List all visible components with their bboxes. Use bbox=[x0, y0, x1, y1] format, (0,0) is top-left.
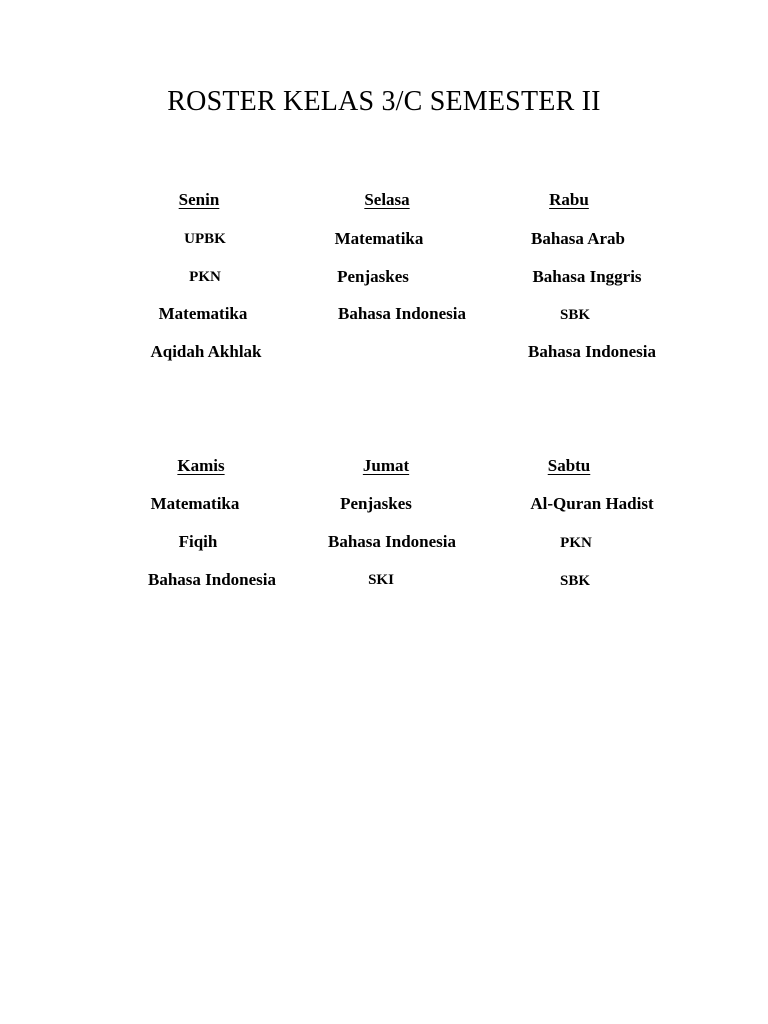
day-header-kamis: Kamis bbox=[177, 456, 225, 475]
subject-rabu-1: Bahasa Arab bbox=[531, 229, 625, 248]
subject-kamis-3: Bahasa Indonesia bbox=[147, 570, 277, 589]
subject-jumat-2: Bahasa Indonesia bbox=[327, 532, 457, 551]
subject-rabu-4: Bahasa Indonesia bbox=[527, 342, 657, 361]
subject-jumat-1: Penjaskes bbox=[340, 494, 412, 513]
subject-sabtu-2: PKN bbox=[560, 535, 592, 551]
subject-sabtu-3: SBK bbox=[559, 573, 591, 589]
subject-jumat-3: SKI bbox=[368, 572, 394, 588]
subject-sabtu-1: Al-Quran Hadist bbox=[530, 494, 654, 513]
subject-rabu-3: SBK bbox=[559, 307, 591, 323]
subject-senin-4: Aqidah Akhlak bbox=[150, 342, 262, 361]
subject-kamis-1: Matematika bbox=[150, 494, 240, 513]
subject-selasa-1: Matematika bbox=[334, 229, 424, 248]
day-header-senin: Senin bbox=[178, 190, 220, 209]
subject-senin-1: UPBK bbox=[184, 231, 226, 247]
day-header-sabtu: Sabtu bbox=[547, 456, 591, 475]
subject-kamis-2: Fiqih bbox=[178, 532, 218, 551]
day-header-selasa: Selasa bbox=[364, 190, 410, 209]
day-header-rabu: Rabu bbox=[549, 190, 589, 209]
subject-rabu-2: Bahasa Inggris bbox=[532, 267, 642, 286]
subject-senin-3: Matematika bbox=[158, 304, 248, 323]
subject-selasa-2: Penjaskes bbox=[337, 267, 409, 286]
subject-senin-2: PKN bbox=[189, 269, 221, 285]
day-header-jumat: Jumat bbox=[362, 456, 410, 475]
subject-selasa-3: Bahasa Indonesia bbox=[337, 304, 467, 323]
page-title: ROSTER KELAS 3/C SEMESTER II bbox=[167, 86, 601, 117]
